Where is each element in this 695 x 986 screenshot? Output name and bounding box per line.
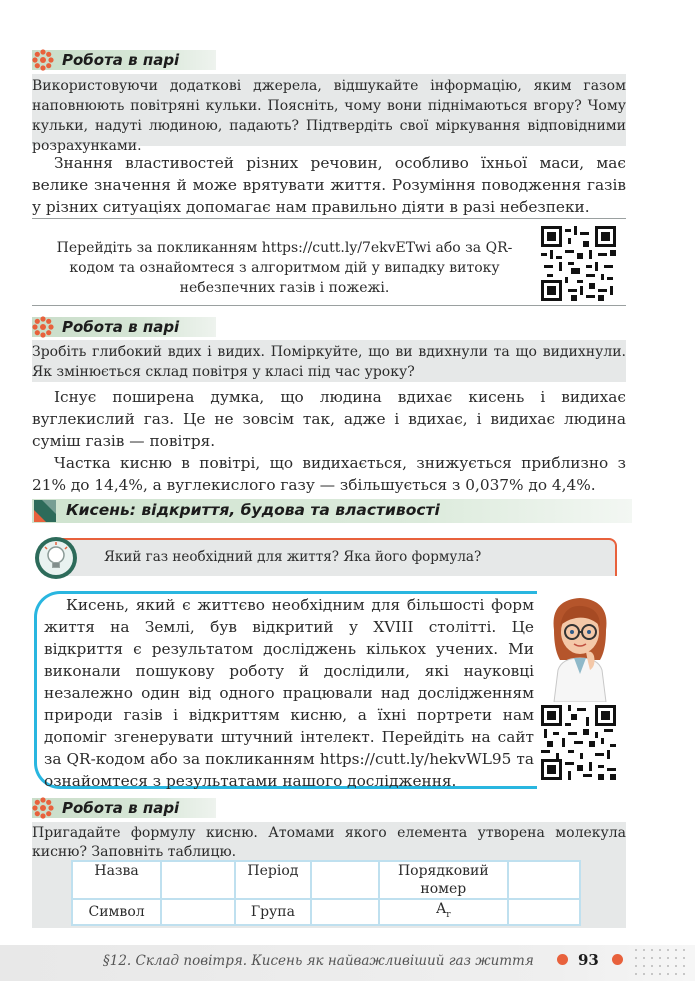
body-paragraph: Існує поширена думка, що людина вдихає кисень і видихає вуглекислий газ. Це не зовсім так, адже і вдихає, і видихає людина суміш газів — повітря.	[32, 388, 626, 450]
page-number: 93	[578, 951, 599, 969]
body-paragraph: Знання властивостей різних речовин, особливо їхньої маси, має велике значення й може врятувати життя. Розуміння поводження газів у різних ситуаціях допомагає нам правильно діяти в разі небезпеки.	[32, 154, 626, 216]
pair-task-text: Зробіть глибокий вдих і видих. Поміркуйте, що ви вдихнули та що видихнули. Як змінюється склад повітря у класі під час уроку?	[32, 340, 626, 382]
table-cell-period-input[interactable]	[311, 861, 379, 899]
element-table	[71, 860, 581, 926]
table-cell-period-label: Період	[235, 861, 310, 899]
link-box-border	[32, 218, 626, 219]
table-cell-number-label: Порядковий номер	[379, 861, 508, 899]
scientist-illustration-icon	[540, 590, 620, 702]
body-paragraph: Частка кисню в повітрі, що видихається, знижується приблизно з 21% до 14,4%, а вуглекислого газу — збільшується з 0,037% до 4,4%.	[32, 454, 626, 494]
section-title: Робота в парі	[62, 318, 180, 336]
pair-work-icon	[31, 796, 55, 820]
ar-subscript: r	[446, 909, 451, 920]
pair-task-text: Пригадайте формулу кисню. Атомами якого елемента утворена молекула кисню? Заповніть таблицю.	[32, 825, 626, 860]
ar-symbol: A	[436, 901, 447, 917]
pair-work-icon	[31, 315, 55, 339]
info-box-text: Кисень, який є життєво необхідним для більшості форм життя на Землі, був відкритий у XVIII столітті. Це відкриття є результатом досліджень кількох учених. Ми виконали пошукову роботу й дослідили, які науковці незалежно один від одного працювали над дослідженням природи газів і відкриттям кисню, а їхні портрети нам допоміг згенерувати штучний інтелект. Перейдіть на сайт за QR-кодом або за покликанням https://cutt.ly/hekvWL95 та ознайомтеся з результатами нашого дослідження.	[44, 596, 534, 790]
table-cell-symbol-label: Символ	[72, 899, 161, 925]
table-cell-ar-input[interactable]	[508, 899, 580, 925]
topic-title: Кисень: відкриття, будова та властивості	[66, 501, 440, 519]
section-title: Робота в парі	[62, 799, 180, 817]
table-cell-name-input[interactable]	[161, 861, 235, 899]
footer-dot-icon	[557, 954, 568, 965]
qr-code-icon[interactable]	[541, 705, 616, 780]
table-cell-symbol-input[interactable]	[161, 899, 235, 925]
footer-dots-pattern	[632, 946, 692, 980]
footer-dot-icon	[612, 954, 623, 965]
link-box-border	[32, 305, 626, 306]
section-title: Робота в парі	[62, 51, 180, 69]
pair-task-text: Використовуючи додаткові джерела, відшукайте інформацію, яким газом наповнюють повітряні кульки. Поясніть, чому вони піднімаються вгору? Чому кульки, надуті людиною, падають? Підтвердіть свої міркування відповідними розрахунками.	[32, 74, 626, 146]
topic-icon	[32, 498, 58, 524]
table-cell-name-label: Назва	[72, 861, 161, 899]
table-cell-group-label: Група	[235, 899, 310, 925]
footer-caption: §12. Склад повітря. Кисень як найважливіший газ життя	[103, 953, 534, 969]
question-text: Який газ необхідний для життя? Яка його формула?	[104, 549, 482, 565]
qr-code-icon[interactable]	[541, 226, 616, 301]
table-cell-group-input[interactable]	[311, 899, 379, 925]
link-box-text: Перейдіть за покликанням https://cutt.ly/7ekvETwi або за QR-кодом та ознайомтеся з алгоритмом дій у випадку витоку небезпечних газів і пожежі.	[56, 240, 513, 296]
table-cell-ar-label	[379, 899, 508, 925]
pair-work-icon	[31, 48, 55, 72]
lightbulb-icon	[34, 536, 78, 580]
table-cell-number-input[interactable]	[508, 861, 580, 899]
